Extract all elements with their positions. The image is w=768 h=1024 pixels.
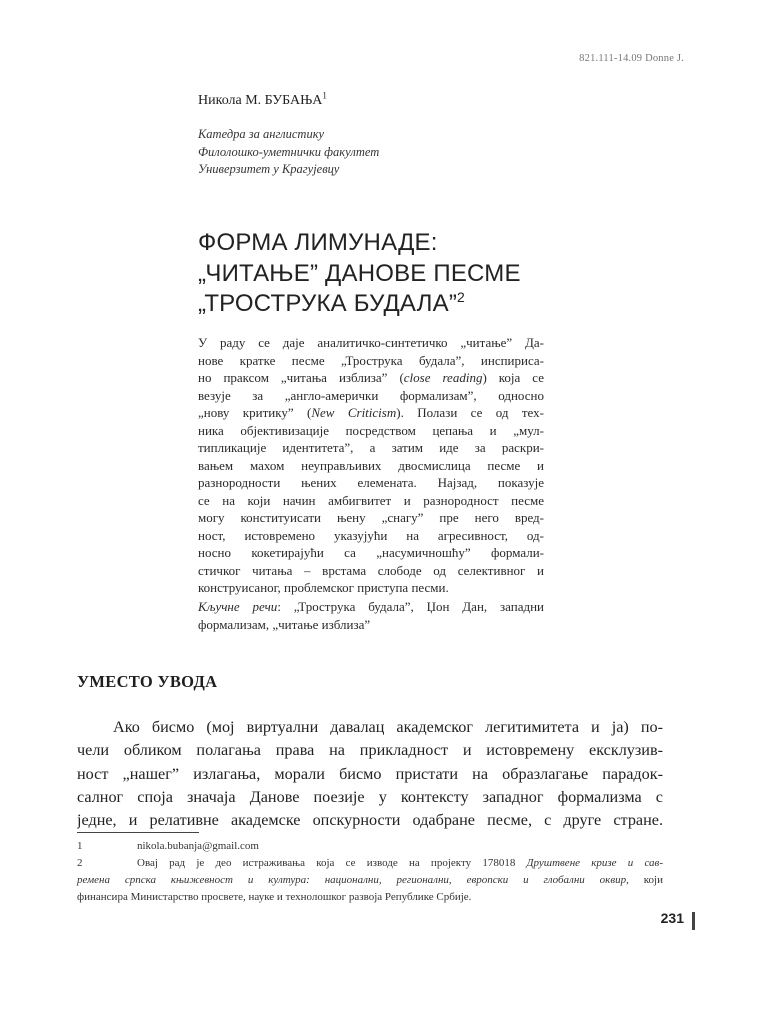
footnote-number: 1	[77, 840, 83, 852]
paragraph-line: чели обликом полагања права на прикладност и истовремену ексклузив-	[77, 741, 663, 760]
udc-code: 821.111-14.09 Donne J.	[579, 53, 684, 64]
title-line-3-text: „ТРОСТРУКА БУДАЛА”	[198, 290, 458, 317]
abstract-text: „нову критику” (	[198, 405, 312, 420]
abstract-line: ност, истовремено указујући на агресивност, од-	[198, 527, 544, 543]
affiliation-faculty: Филолошко-уметнички факултет	[198, 144, 380, 159]
footnote-project-title: ремена српска књижевност и култура: национални, регионални, европски и глобални оквир	[77, 874, 627, 886]
footnote-1	[77, 838, 663, 855]
page-number: 231	[660, 910, 684, 926]
abstract-line: нове кратке песме „Трострука будала”, инспириса-	[198, 352, 544, 368]
abstract-line: У раду се даје аналитичко-синтетичко „читање” Да-	[198, 335, 544, 350]
abstract-line: конструисаног, проблемског приступа песми.	[198, 580, 449, 595]
footnote-text: Овај рад је део истраживања која се изводе на пројекту 178018	[137, 857, 516, 869]
title-line-3	[198, 289, 544, 320]
article-title	[198, 228, 544, 320]
abstract	[198, 334, 544, 597]
abstract-line: разнородности њених елемената. Најзад, показује	[198, 475, 544, 490]
keywords-text: : „Трострука будала”, Џон Дан, западни	[277, 599, 544, 614]
paragraph-line: салног споја значаја Данове поезије у контексту западног формализма с	[77, 787, 663, 806]
title-footnote-ref: 2	[457, 289, 466, 305]
abstract-line: стичког читања – врстама слободе од селективног и	[198, 562, 544, 578]
affiliation-department: Катедра за англистику	[198, 127, 325, 141]
author-name	[198, 90, 544, 109]
abstract-line: везује за „англо-амерички формализам”, односно	[198, 387, 544, 403]
keywords-label: Кључне речи	[198, 599, 278, 614]
footnote-line	[77, 838, 663, 855]
paragraph-line: Ако бисмо (мој виртуални давалац академског легитимитета и ја) по-	[113, 718, 663, 736]
abstract-italic-term: close reading	[403, 370, 483, 385]
footnote-line	[77, 872, 663, 889]
footnote-text: , који	[626, 874, 663, 886]
page-number-bar	[692, 912, 695, 930]
footnote-2	[77, 855, 663, 906]
paragraph-line: ност „нашег” излагања, морали бисмо пристати на образлагање парадок-	[77, 764, 663, 783]
footnote-line	[77, 855, 663, 872]
abstract-italic-term: New Criticism	[311, 405, 397, 420]
abstract-line: носно кокетирајући са „насумичношћу” формали-	[198, 545, 544, 560]
footnote-number: 2	[77, 857, 83, 869]
abstract-line: вањем махом неуправљивих двосмислица песме и	[198, 457, 544, 473]
abstract-text: ) која се	[482, 370, 544, 385]
abstract-text: ). Полази се од тех-	[396, 405, 544, 420]
abstract-line	[198, 404, 544, 422]
paragraph-line: једне, и релативне академске опскурности одабране песме, с друге стране.	[77, 811, 663, 830]
affiliation	[198, 126, 544, 179]
footnote-project-title: Друштвене кризе и сав-	[526, 857, 663, 869]
abstract-line: могу конституисати њену „снагу” пре него вред-	[198, 510, 544, 525]
footnotes	[77, 838, 663, 906]
abstract-line: се на који начин амбигвитет и разнородност песме	[198, 492, 544, 508]
abstract-text: но праксом „читања изблиза” (	[198, 370, 404, 385]
keywords-line: формализам, „читање изблиза”	[198, 616, 371, 632]
section-heading: УМЕСТО УВОДА	[77, 672, 218, 691]
abstract-line: типликације идентитета”, а затим иде за раскри-	[198, 440, 544, 455]
affiliation-university: Универзитет у Крагујевцу	[198, 162, 340, 176]
abstract-line	[198, 369, 544, 387]
title-line-1: ФОРМА ЛИМУНАДЕ:	[198, 229, 438, 256]
author-name-text: Никола М. БУБАЊА	[198, 93, 323, 108]
footnote-divider	[77, 832, 199, 833]
title-line-2: „ЧИТАЊЕ” ДАНОВЕ ПЕСМЕ	[198, 259, 521, 287]
keywords-line	[198, 598, 544, 616]
body-paragraph	[77, 716, 663, 832]
author-footnote-ref: 1	[322, 90, 327, 101]
keywords	[198, 598, 544, 633]
abstract-line: ника објективизације посредством цепања и „мул-	[198, 422, 544, 438]
footnote-email[interactable]: nikola.bubanja@gmail.com	[137, 840, 259, 852]
footnote-line: финансира Министарство просвете, науке и технолошког развоја Републике Србије.	[77, 891, 472, 903]
